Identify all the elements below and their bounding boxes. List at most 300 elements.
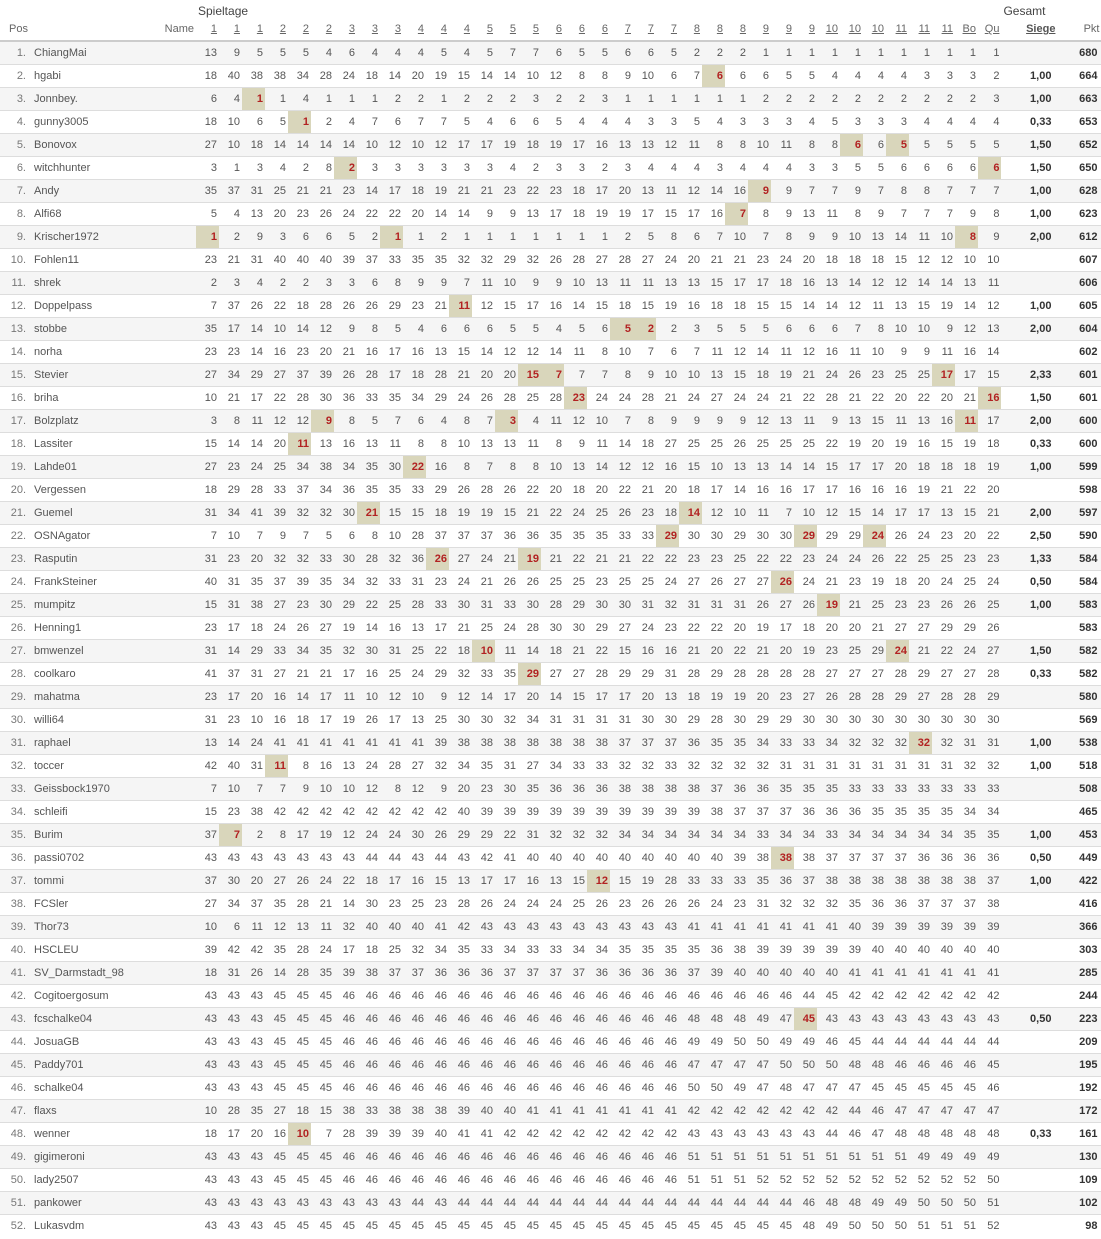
matchday-column-header-28	[817, 20, 840, 41]
matchday-column-header-34	[955, 20, 978, 41]
rank-cell: 33	[871, 782, 884, 795]
rank-cell: 38	[963, 874, 976, 887]
rank-cell: 26	[940, 598, 953, 611]
rank-cell: 46	[756, 989, 769, 1002]
rank-cell: 3	[256, 161, 263, 174]
rank-cell: 12	[526, 345, 539, 358]
rank-cell: 31	[687, 598, 700, 611]
rank-cell-highlighted: 15	[518, 363, 541, 386]
matchday-column-link[interactable]: 3	[371, 23, 378, 35]
rank-cell: 11	[895, 414, 907, 427]
rank-cell: 32	[733, 759, 746, 772]
rank-cell: 36	[480, 966, 493, 979]
rank-cell: 7	[854, 322, 861, 335]
rank-cell: 45	[296, 1219, 309, 1232]
matchday-column-link[interactable]: 11	[895, 23, 907, 35]
rank-cell: 2	[854, 92, 861, 105]
rank-cell: 24	[664, 575, 677, 588]
rank-cell: 51	[894, 1150, 907, 1163]
matchday-column-link[interactable]: 8	[739, 23, 746, 35]
rank-cell: 36	[618, 966, 631, 979]
rank-cell: 6	[325, 230, 332, 243]
rank-cell: 12	[940, 253, 953, 266]
rank-cell: 10	[388, 529, 401, 542]
rank-cell: 38	[802, 851, 815, 864]
rank-cell: 23	[779, 690, 792, 703]
player-name-cell: Cogitoergosum	[34, 989, 109, 1002]
rank-cell: 34	[641, 828, 654, 841]
rank-cell: 46	[664, 1173, 677, 1186]
rank-cell: 47	[871, 1127, 884, 1140]
rank-cell: 4	[371, 46, 378, 59]
rank-cell: 6	[532, 115, 539, 128]
rank-cell: 29	[434, 483, 447, 496]
rank-cell: 46	[388, 1150, 401, 1163]
matchday-column-link[interactable]: 1	[233, 23, 240, 35]
rank-cell: 46	[503, 1081, 516, 1094]
pkt-cell: 584	[1079, 552, 1098, 565]
rank-cell: 15	[204, 598, 217, 611]
rank-cell: 33	[388, 575, 401, 588]
rank-cell: 23	[480, 782, 493, 795]
matchday-column-link[interactable]: Qu	[984, 23, 1000, 35]
rank-cell: 20	[641, 690, 654, 703]
rank-cell: 13	[296, 920, 309, 933]
rank-cell: 46	[480, 1035, 493, 1048]
rank-cell: 9	[279, 529, 286, 542]
rank-cell: 37	[710, 782, 723, 795]
rank-cell: 44	[365, 851, 378, 864]
rank-cell: 22	[871, 391, 884, 404]
rank-cell: 40	[595, 851, 608, 864]
rank-cell: 1	[578, 230, 585, 243]
rank-cell: 2	[440, 230, 447, 243]
rank-cell: 31	[664, 667, 677, 680]
matchday-column-link[interactable]: 9	[785, 23, 792, 35]
rank-cell: 35	[549, 529, 562, 542]
rank-cell: 18	[779, 276, 792, 289]
player-name-cell: Alfi68	[34, 207, 62, 220]
rank-cell: 20	[664, 483, 677, 496]
position-cell: 30.	[10, 713, 26, 726]
matchday-column-link[interactable]: 2	[302, 23, 309, 35]
matchday-column-link[interactable]: 10	[871, 23, 884, 35]
rank-cell: 10	[365, 690, 378, 703]
rank-cell: 46	[664, 1012, 677, 1025]
rank-cell: 48	[963, 1127, 976, 1140]
rank-cell: 17	[963, 368, 976, 381]
rank-cell: 48	[894, 1127, 907, 1140]
matchday-column-link[interactable]: 8	[716, 23, 723, 35]
rank-cell: 3	[923, 69, 930, 82]
matchday-column-link[interactable]: 4	[440, 23, 447, 35]
position-cell: 49.	[10, 1150, 26, 1163]
rank-cell: 14	[940, 276, 953, 289]
rank-cell: 10	[204, 920, 217, 933]
rank-cell: 13	[894, 299, 907, 312]
matchday-column-link[interactable]: 10	[825, 23, 838, 35]
matchday-column-link[interactable]: 8	[693, 23, 700, 35]
rank-cell: 35	[963, 828, 976, 841]
pkt-cell: 244	[1079, 989, 1098, 1002]
rank-cell: 10	[940, 230, 953, 243]
rank-cell: 46	[917, 1058, 930, 1071]
rank-cell: 17	[227, 621, 240, 634]
rank-cell: 1	[532, 230, 539, 243]
matchday-column-link[interactable]: 2	[325, 23, 332, 35]
table-row	[0, 41, 1101, 64]
rank-cell: 29	[434, 667, 447, 680]
rank-cell: 45	[526, 1219, 539, 1232]
rank-cell: 41	[733, 920, 746, 933]
rank-cell: 5	[785, 69, 792, 82]
rank-cell: 41	[411, 736, 424, 749]
matchday-column-link[interactable]: 4	[463, 23, 470, 35]
rank-cell: 41	[687, 920, 700, 933]
table-row	[0, 524, 1101, 547]
rank-cell: 31	[917, 759, 930, 772]
rank-cell: 11	[780, 345, 792, 358]
matchday-column-link[interactable]: 1	[210, 23, 217, 35]
rank-cell: 46	[687, 989, 700, 1002]
rank-cell: 8	[371, 529, 378, 542]
rank-cell: 6	[348, 529, 355, 542]
siege-cell: 1,00	[1030, 460, 1052, 473]
rank-cell: 9	[440, 690, 447, 703]
rank-cell: 23	[687, 552, 700, 565]
rank-cell: 43	[411, 851, 424, 864]
rank-cell: 21	[940, 483, 953, 496]
rank-cell: 31	[480, 598, 493, 611]
matchday-column-link[interactable]: 11	[918, 23, 930, 35]
matchday-column-link[interactable]: 10	[848, 23, 861, 35]
rank-cell: 37	[871, 851, 884, 864]
matchday-column-link[interactable]: 9	[808, 23, 815, 35]
rank-cell: 7	[647, 345, 654, 358]
rank-cell: 43	[319, 851, 332, 864]
position-cell: 34.	[10, 805, 26, 818]
rank-cell: 31	[756, 897, 769, 910]
rank-cell: 28	[388, 759, 401, 772]
rank-cell: 9	[417, 276, 424, 289]
rank-cell: 33	[710, 874, 723, 887]
rank-cell: 20	[273, 207, 286, 220]
table-row	[0, 1076, 1101, 1099]
pkt-cell: 209	[1079, 1035, 1098, 1048]
matchday-column-link[interactable]: 6	[578, 23, 585, 35]
rank-cell: 46	[365, 1081, 378, 1094]
rank-cell: 24	[710, 897, 723, 910]
rank-cell: 23	[227, 460, 240, 473]
player-name-cell: Thor73	[34, 920, 69, 933]
rank-cell: 9	[555, 276, 562, 289]
rank-cell-highlighted: 8	[955, 225, 978, 248]
rank-cell: 4	[463, 46, 470, 59]
rank-cell: 5	[578, 322, 585, 335]
rank-cell: 18	[917, 460, 930, 473]
rank-cell: 6	[877, 138, 884, 151]
rank-cell: 49	[825, 1219, 838, 1232]
rank-cell: 43	[204, 1058, 217, 1071]
rank-cell: 27	[641, 253, 654, 266]
rank-cell: 39	[319, 368, 332, 381]
rank-cell: 13	[526, 207, 539, 220]
rank-cell: 1	[647, 92, 654, 105]
rank-cell: 39	[526, 805, 539, 818]
siege-column-link[interactable]: Siege	[1026, 23, 1056, 35]
rank-cell-highlighted: 1	[196, 225, 219, 248]
rank-cell: 24	[825, 552, 838, 565]
pkt-cell: 650	[1079, 161, 1098, 174]
gesamt-group-label: Gesamt	[1003, 4, 1046, 18]
rank-cell: 26	[664, 897, 677, 910]
rank-cell: 7	[946, 184, 953, 197]
rank-cell: 16	[411, 345, 424, 358]
rank-cell: 20	[250, 874, 263, 887]
rank-cell: 14	[250, 437, 263, 450]
table-row	[0, 662, 1101, 685]
rank-cell: 36	[940, 851, 953, 864]
rank-cell: 18	[664, 506, 677, 519]
rank-cell: 5	[923, 138, 930, 151]
rank-cell: 41	[388, 736, 401, 749]
rank-cell: 17	[227, 322, 240, 335]
player-name-cell: Doppelpass	[34, 299, 93, 312]
rank-cell: 22	[756, 552, 769, 565]
rank-cell: 6	[946, 161, 953, 174]
rank-cell: 9	[877, 207, 884, 220]
matchday-column-link[interactable]: 7	[670, 23, 677, 35]
rank-cell: 24	[987, 575, 1000, 588]
rank-cell: 45	[779, 1219, 792, 1232]
rank-cell: 45	[572, 1219, 585, 1232]
matchday-column-link[interactable]: 5	[532, 23, 539, 35]
pkt-cell: 612	[1079, 230, 1098, 243]
rank-cell: 41	[894, 966, 907, 979]
siege-cell	[1001, 961, 1057, 984]
rank-cell: 19	[434, 184, 447, 197]
rank-cell: 32	[526, 253, 539, 266]
rank-cell: 35	[756, 874, 769, 887]
rank-cell: 44	[618, 1196, 631, 1209]
rank-cell: 46	[457, 1012, 470, 1025]
rank-cell: 39	[963, 920, 976, 933]
rank-cell: 20	[687, 253, 700, 266]
rank-cell: 35	[664, 943, 677, 956]
group-header-row	[0, 0, 1101, 20]
rank-cell: 29	[871, 644, 884, 657]
rank-cell: 33	[480, 943, 493, 956]
rank-cell: 18	[687, 690, 700, 703]
rank-cell: 45	[296, 1058, 309, 1071]
rank-cell: 41	[664, 1104, 677, 1117]
rank-cell: 4	[670, 161, 677, 174]
rank-cell: 32	[365, 575, 378, 588]
matchday-column-link[interactable]: 7	[647, 23, 654, 35]
rank-cell: 7	[785, 506, 792, 519]
rank-cell: 31	[388, 644, 401, 657]
rank-cell: 30	[526, 598, 539, 611]
rank-cell: 30	[987, 713, 1000, 726]
rank-cell: 42	[756, 1104, 769, 1117]
rank-cell: 46	[342, 1058, 355, 1071]
rank-cell: 26	[595, 897, 608, 910]
rank-cell: 48	[733, 1012, 746, 1025]
rank-cell: 20	[756, 690, 769, 703]
rank-cell: 26	[434, 828, 447, 841]
rank-cell: 28	[250, 483, 263, 496]
rank-cell: 30	[365, 897, 378, 910]
rank-cell: 44	[641, 1196, 654, 1209]
pkt-cell: 582	[1079, 667, 1098, 680]
rank-cell: 29	[825, 529, 838, 542]
rank-cell: 29	[710, 667, 723, 680]
rank-cell: 46	[434, 989, 447, 1002]
rank-cell: 14	[480, 69, 493, 82]
player-name-cell: Lassiter	[34, 437, 73, 450]
rank-cell: 22	[664, 552, 677, 565]
matchday-column-link[interactable]: 3	[348, 23, 355, 35]
rank-cell: 29	[733, 529, 746, 542]
rank-cell: 34	[503, 943, 516, 956]
table-row	[0, 616, 1101, 639]
rank-cell: 19	[779, 368, 792, 381]
rank-cell: 46	[549, 1081, 562, 1094]
rank-cell: 40	[871, 943, 884, 956]
rank-cell: 16	[365, 667, 378, 680]
matchday-column-link[interactable]: 5	[509, 23, 516, 35]
matchday-column-link[interactable]: Bo	[962, 23, 976, 35]
rank-cell: 4	[785, 161, 792, 174]
matchday-column-link[interactable]: 3	[394, 23, 401, 35]
rank-cell: 52	[802, 1173, 815, 1186]
table-row	[0, 1145, 1101, 1168]
rank-cell: 46	[342, 1173, 355, 1186]
rank-cell: 36	[342, 483, 355, 496]
rank-cell: 46	[572, 1058, 585, 1071]
rank-cell: 45	[457, 1219, 470, 1232]
rank-cell: 35	[871, 805, 884, 818]
rank-cell: 11	[481, 276, 493, 289]
rank-cell: 36	[963, 851, 976, 864]
matchday-column-link[interactable]: 2	[279, 23, 286, 35]
rank-cell: 34	[342, 575, 355, 588]
rank-cell: 52	[917, 1173, 930, 1186]
matchday-column-link[interactable]: 1	[256, 23, 263, 35]
rank-cell: 26	[848, 368, 861, 381]
player-name-cell: tommi	[34, 874, 64, 887]
rank-cell: 23	[227, 552, 240, 565]
position-cell: 47.	[10, 1104, 26, 1117]
rank-cell: 8	[578, 69, 585, 82]
rank-cell: 7	[210, 529, 217, 542]
rank-cell: 51	[963, 1219, 976, 1232]
matchday-column-link[interactable]: 6	[555, 23, 562, 35]
rank-cell: 14	[756, 345, 769, 358]
rank-cell: 22	[273, 391, 286, 404]
rank-cell: 31	[411, 575, 424, 588]
rank-cell: 31	[963, 736, 976, 749]
rank-cell: 7	[486, 460, 493, 473]
rank-cell: 49	[802, 1035, 815, 1048]
matchday-column-link[interactable]: 9	[762, 23, 769, 35]
rank-cell: 17	[342, 667, 355, 680]
rank-cell: 7	[440, 115, 447, 128]
rank-cell: 6	[417, 414, 424, 427]
rank-cell: 46	[480, 1150, 493, 1163]
matchday-column-header-17	[564, 20, 587, 41]
rank-cell: 14	[250, 345, 263, 358]
rank-cell: 28	[871, 690, 884, 703]
rank-cell: 46	[664, 1035, 677, 1048]
rank-cell: 1	[969, 46, 976, 59]
rank-cell: 24	[273, 621, 286, 634]
matchday-column-link[interactable]: 5	[486, 23, 493, 35]
rank-cell: 7	[693, 69, 700, 82]
rank-cell: 24	[802, 575, 815, 588]
rank-cell: 43	[664, 920, 677, 933]
rank-cell: 24	[411, 667, 424, 680]
rank-cell: 28	[825, 391, 838, 404]
rank-cell: 35	[204, 322, 217, 335]
table-row	[0, 248, 1101, 271]
rank-cell: 7	[877, 184, 884, 197]
rank-cell: 51	[917, 1219, 930, 1232]
rank-cell: 13	[756, 460, 769, 473]
rank-cell: 14	[618, 437, 631, 450]
rank-cell: 25	[388, 667, 401, 680]
position-cell: 25.	[10, 598, 26, 611]
table-row	[0, 179, 1101, 202]
rank-cell: 35	[802, 782, 815, 795]
table-row	[0, 110, 1101, 133]
rank-cell: 26	[503, 483, 516, 496]
rank-cell: 24	[963, 644, 976, 657]
matchday-column-link[interactable]: 7	[624, 23, 631, 35]
matchday-column-link[interactable]: 6	[601, 23, 608, 35]
rank-cell: 50	[987, 1173, 1000, 1186]
rank-cell: 5	[831, 115, 838, 128]
rank-cell: 4	[923, 115, 930, 128]
rank-cell: 25	[733, 552, 746, 565]
siege-cell: 1,00	[1030, 69, 1052, 82]
rank-cell-highlighted: 2	[633, 317, 656, 340]
rank-cell: 27	[204, 138, 217, 151]
rank-cell: 40	[296, 253, 309, 266]
rank-cell: 34	[296, 460, 309, 473]
rank-cell: 46	[457, 1150, 470, 1163]
rank-cell: 34	[848, 828, 861, 841]
rank-cell: 42	[227, 943, 240, 956]
rank-cell: 17	[319, 713, 332, 726]
rank-cell: 20	[480, 368, 493, 381]
rank-cell: 5	[348, 230, 355, 243]
rank-cell: 43	[204, 1035, 217, 1048]
matchday-column-link[interactable]: 4	[417, 23, 424, 35]
position-cell: 35.	[10, 828, 26, 841]
rank-cell: 17	[319, 690, 332, 703]
table-row	[0, 869, 1101, 892]
rank-cell: 12	[756, 414, 769, 427]
rank-cell: 43	[204, 1150, 217, 1163]
rank-cell: 13	[365, 437, 378, 450]
matchday-column-link[interactable]: 11	[941, 23, 953, 35]
rank-cell: 34	[710, 828, 723, 841]
rank-cell: 3	[716, 161, 723, 174]
rank-cell: 41	[434, 920, 447, 933]
rank-cell: 15	[319, 1104, 332, 1117]
rank-cell: 22	[434, 644, 447, 657]
